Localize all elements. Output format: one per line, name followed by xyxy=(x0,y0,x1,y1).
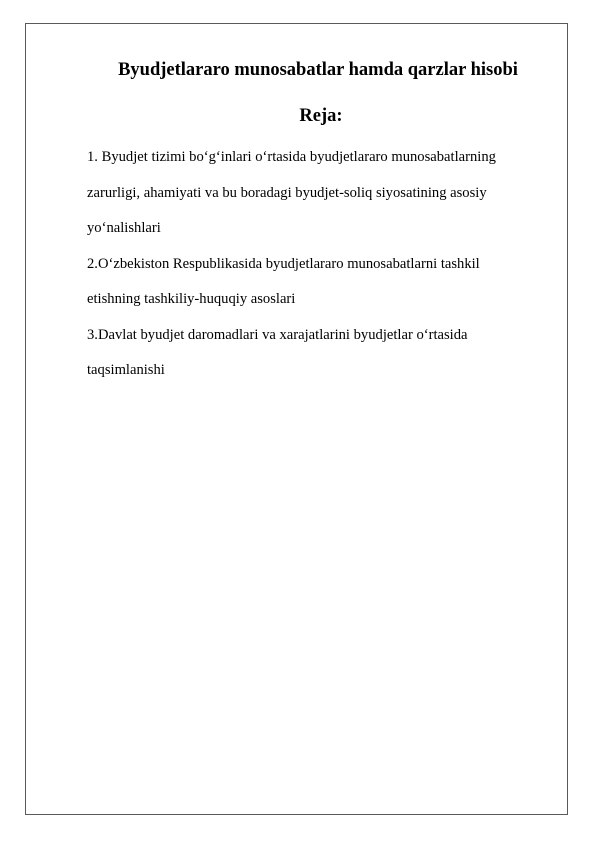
plan-item-2-line-2: etishning tashkiliy-huquqiy asoslari xyxy=(87,291,296,307)
plan-heading: Reja: xyxy=(299,106,343,126)
plan-item-1-line-2: zarurligi, ahamiyati va bu boradagi byudjet-soliq siyosatining asosiy xyxy=(87,184,487,201)
document-title: Byudjetlararo munosabatlar hamda qarzlar hisobi xyxy=(118,60,518,80)
plan-item-3-line-2: taqsimlanishi xyxy=(87,362,165,378)
plan-item-1-line-3: yo‘nalishlari xyxy=(87,220,161,236)
plan-item-3-line-1: 3.Davlat byudjet daromadlari va xarajatlarini byudjetlar o‘rtasida xyxy=(87,326,468,343)
plan-item-1-line-1: 1. Byudjet tizimi bo‘g‘inlari o‘rtasida byudjetlararo munosabatlarning xyxy=(87,149,496,165)
plan-list xyxy=(87,145,547,394)
page-border xyxy=(25,23,568,815)
plan-item-2-line-1: 2.O‘zbekiston Respublikasida byudjetlararo munosabatlarni tashkil xyxy=(87,255,480,272)
